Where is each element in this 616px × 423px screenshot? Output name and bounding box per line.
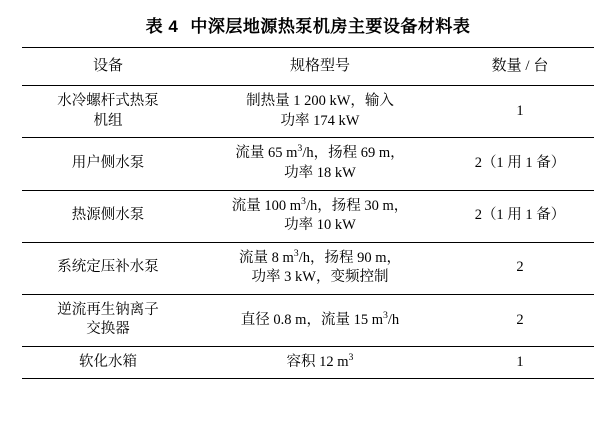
cell-text-line: 流量 65 $m^3/h$，扬程 69 m， xyxy=(235,143,405,162)
cell-text-line: 容积 12 $m^3$ xyxy=(286,352,354,370)
table-title xyxy=(0,0,616,47)
cell-qty: 1 xyxy=(446,346,594,379)
cell-text-line: 系统定压补水泵 xyxy=(57,259,159,276)
cell-text-line: 功率 174 kW xyxy=(280,112,360,129)
table-row xyxy=(22,190,594,242)
cell-text-line: 流量 8 $m^3/h$，扬程 90 m， xyxy=(238,247,401,266)
cell-qty: 2（1 用 1 备） xyxy=(446,138,594,190)
table-header xyxy=(22,48,594,86)
cell-spec xyxy=(194,294,446,346)
cell-equipment xyxy=(22,242,194,294)
column-header-qty: 数量 / 台 xyxy=(446,48,594,86)
cell-qty: 2 xyxy=(446,242,594,294)
cell-spec xyxy=(194,138,446,190)
cell-equipment xyxy=(22,346,194,379)
table-row xyxy=(22,138,594,190)
table-row xyxy=(22,242,594,294)
cell-text-line: 用户侧水泵 xyxy=(71,155,145,172)
cell-text-line: 功率 18 kW xyxy=(284,164,356,181)
cell-text-line: 直径 0.8 m，流量 15 $m^3/h$ xyxy=(240,309,400,328)
table-row xyxy=(22,294,594,346)
cell-qty: 2 xyxy=(446,294,594,346)
cell-spec xyxy=(194,242,446,294)
cell-spec xyxy=(194,190,446,242)
cell-text-line: 功率 10 kW xyxy=(284,217,356,234)
cell-qty: 2（1 用 1 备） xyxy=(446,190,594,242)
table-header-row xyxy=(22,48,594,86)
cell-text-line: 制热量 1 200 kW，输入 xyxy=(246,93,394,110)
cell-text-line: 逆流再生钠离子 xyxy=(57,301,159,318)
column-header-equipment: 设备 xyxy=(22,48,194,86)
table-title-label: 表 4 xyxy=(145,17,179,36)
cell-text-line: 流量 100 $m^3/h$，扬程 30 m， xyxy=(231,195,409,214)
column-header-spec: 规格型号 xyxy=(194,48,446,86)
table-row xyxy=(22,346,594,379)
cell-text-line: 软化水箱 xyxy=(79,353,137,370)
table-title-text: 中深层地源热泵机房主要设备材料表 xyxy=(190,17,471,36)
table-body xyxy=(22,86,594,379)
cell-equipment xyxy=(22,138,194,190)
cell-qty: 1 xyxy=(516,103,524,120)
cell-spec xyxy=(194,346,446,379)
cell-equipment xyxy=(22,190,194,242)
cell-equipment xyxy=(22,86,194,138)
equipment-table xyxy=(22,47,594,379)
cell-text-line: 热源侧水泵 xyxy=(71,207,145,224)
cell-equipment xyxy=(22,294,194,346)
table-row xyxy=(22,86,594,138)
cell-text-line: 机组 xyxy=(93,112,123,129)
cell-text-line: 交换器 xyxy=(86,321,130,338)
cell-spec xyxy=(194,86,446,138)
cell-text-line: 水冷螺杆式热泵 xyxy=(57,93,159,110)
cell-text-line: 功率 3 kW，变频控制 xyxy=(251,269,389,286)
